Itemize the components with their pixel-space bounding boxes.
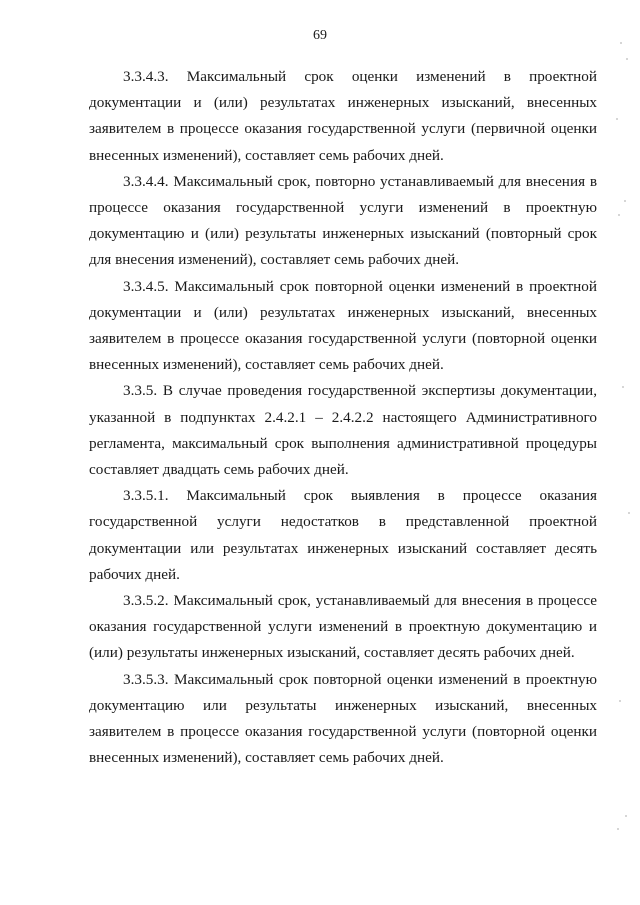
scan-speck [628, 512, 630, 514]
paragraph-3-3-5: 3.3.5. В случае проведения государственной экспертизы документации, указанной в подпунктах 2.4.2.1 – 2.4.2.2 настоящего Административного регламента, максимальный срок выполнения административной процедуры составляет двадцать семь рабочих дней. [89, 382, 597, 479]
scan-speck [617, 828, 619, 830]
paragraph-3-3-4-5: 3.3.4.5. Максимальный срок повторной оценки изменений в проектной документации и (или) результатах инженерных изысканий, внесенных заявителем в процессе оказания государственной услуги (повторной оценки внесенных изменений), составляет семь рабочих дней. [89, 277, 597, 374]
scan-speck [624, 200, 626, 202]
page-number: 69 [313, 28, 327, 43]
paragraph-3-3-5-1: 3.3.5.1. Максимальный срок выявления в процессе оказания государственной услуги недостатков в представленной проектной документации или результатах инженерных изысканий составляет десять рабочих дней. [89, 487, 597, 583]
paragraph-3-3-4-4: 3.3.4.4. Максимальный срок, повторно устанавливаемый для внесения в процессе оказания государственной услуги изменений в проектную документацию и (или) результаты инженерных изысканий (повторный срок для внесения изменений), составляет семь рабочих дней. [89, 172, 597, 269]
paragraph-3-3-5-3: 3.3.5.3. Максимальный срок повторной оценки изменений в проектную документацию или результаты инженерных изысканий, внесенных заявителем в процессе оказания государственной услуги (повторной оценки внесенных изменений), составляет семь рабочих дней. [89, 670, 597, 767]
paragraph-3-3-5-2: 3.3.5.2. Максимальный срок, устанавливаемый для внесения в процессе оказания государственной услуги изменений в проектную документацию и (или) результаты инженерных изысканий, составляет десять рабочих дней. [89, 592, 597, 662]
scan-speck [622, 386, 624, 388]
scan-speck [626, 58, 628, 60]
document-body [89, 64, 597, 771]
scan-speck [616, 118, 618, 120]
scan-speck [619, 700, 621, 702]
scan-speck [618, 214, 620, 216]
scan-speck [620, 42, 622, 44]
scan-speck [625, 815, 627, 817]
paragraph-3-3-4-3: 3.3.4.3. Максимальный срок оценки изменений в проектной документации и (или) результатах инженерных изысканий, внесенных заявителем в процессе оказания государственной услуги (первичной оценки внесенных изменений), составляет семь рабочих дней. [89, 68, 597, 164]
